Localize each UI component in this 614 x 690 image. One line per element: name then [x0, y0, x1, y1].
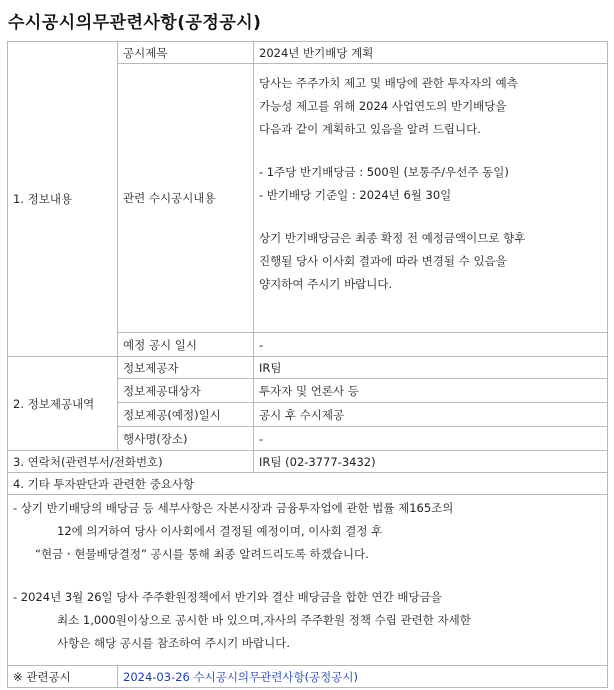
disclosure-table [7, 41, 608, 688]
content-line: 진행될 당사 이사회 결과에 따라 변경될 수 있음을 [259, 254, 507, 268]
subject-value: 2024년 반기배당 계획 [254, 42, 608, 64]
content-line: - 반기배당 기준일 : 2024년 6월 30일 [259, 188, 452, 202]
table-row [8, 666, 608, 688]
content-line: - 1주당 반기배당금 : 500원 (보통주/우선주 동일) [259, 165, 509, 179]
content-line: 상기 반기배당금은 최종 확정 전 예정금액이므로 향후 [259, 231, 526, 245]
content-line: 가능성 제고를 위해 2024 사업연도의 반기배당을 [259, 99, 507, 113]
table-row [8, 495, 608, 666]
info-section-label: 1. 정보내용 [8, 42, 118, 357]
scheduled-label: 예정 공시 일시 [118, 333, 254, 357]
contact-label: 3. 연락처(관련부서/전화번호) [8, 451, 254, 473]
content-line: 양지하여 주시기 바랍니다. [259, 277, 393, 291]
date-value: 공시 후 수시제공 [254, 403, 608, 427]
content-line: 다음과 같이 계획하고 있음을 알려 드립니다. [259, 122, 481, 136]
venue-label: 행사명(장소) [118, 427, 254, 451]
note-line: 최소 1,000원이상으로 공시한 바 있으며,자사의 주주환원 정책 수립 관련한 자세한 [57, 613, 471, 627]
note-line: “현금ㆍ현물배당결정” 공시를 통해 최종 알려드리도록 하겠습니다. [35, 547, 369, 561]
date-label: 정보제공(예정)일시 [118, 403, 254, 427]
other-label: 4. 기타 투자판단과 관련한 중요사항 [8, 473, 608, 495]
contact-value: IR팀 (02-3777-3432) [254, 451, 608, 473]
provider-label: 정보제공자 [118, 357, 254, 379]
note-line: 사항은 해당 공시를 참조하여 주시기 바랍니다. [57, 636, 291, 650]
table-row [8, 473, 608, 495]
related-disclosure-link[interactable]: 2024-03-26 수시공시의무관련사항(공정공시) [118, 666, 608, 688]
target-label: 정보제공대상자 [118, 379, 254, 403]
content-line: 당사는 주주가치 제고 및 배당에 관한 투자자의 예측 [259, 76, 518, 90]
other-notes [8, 495, 608, 666]
table-row [8, 357, 608, 379]
table-row [8, 451, 608, 473]
subject-label: 공시제목 [118, 42, 254, 64]
provider-value: IR팀 [254, 357, 608, 379]
target-value: 투자자 및 언론사 등 [254, 379, 608, 403]
table-row [8, 42, 608, 64]
content-value [254, 64, 608, 333]
content-label: 관련 수시공시내용 [118, 64, 254, 333]
scheduled-value: - [254, 333, 608, 357]
note-line: - 2024년 3월 26일 당사 주주환원정책에서 반기와 결산 배당금을 합한 연간 배당금을 [13, 590, 442, 604]
page-title: 수시공시의무관련사항(공정공시) [8, 13, 262, 33]
note-line: - 상기 반기배당의 배당금 등 세부사항은 자본시장과 금융투자업에 관한 법률 제165조의 [13, 501, 454, 515]
related-label: ※ 관련공시 [8, 666, 118, 688]
provide-section-label: 2. 정보제공내역 [8, 357, 118, 451]
note-line: 12에 의거하여 당사 이사회에서 결정될 예정이며, 이사회 결정 후 [57, 524, 383, 538]
venue-value: - [254, 427, 608, 451]
